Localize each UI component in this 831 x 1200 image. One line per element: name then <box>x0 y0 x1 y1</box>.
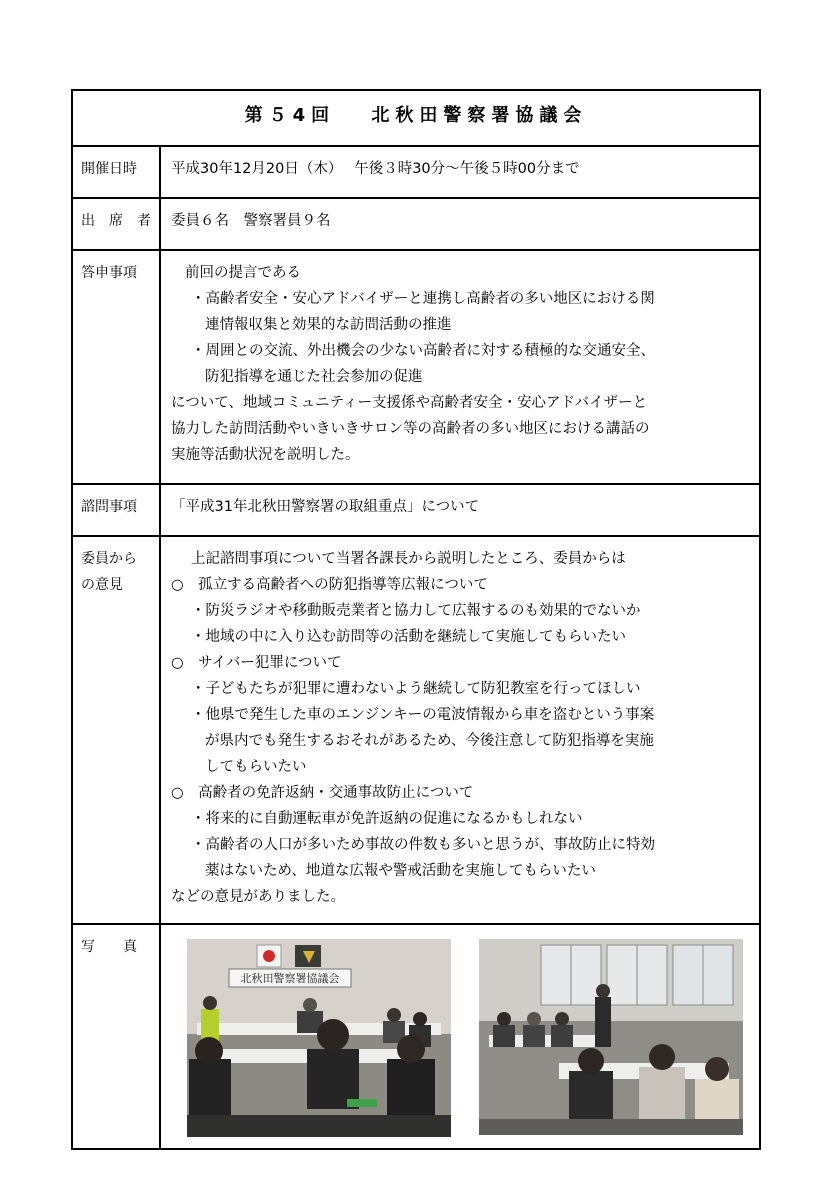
meeting-photo-2 <box>479 939 743 1135</box>
page-title: 第５4回 北秋田警察署協議会 <box>244 105 588 126</box>
report-label-text: 答申事項 <box>81 265 137 281</box>
report-line: 実施等活動状況を説明した。 <box>171 447 360 463</box>
attendees-label <box>73 199 161 249</box>
attendees-row <box>73 199 759 251</box>
attendees-label-text: 出 席 者 <box>81 213 151 229</box>
opinion-line: などの意見がありました。 <box>171 889 345 905</box>
opinion-line: ○ サイバー犯罪について <box>171 655 342 671</box>
report-row <box>73 251 759 485</box>
opinions-content <box>161 537 759 923</box>
opinion-line: ・将来的に自動運転車が免許返納の促進になるかもしれない <box>191 811 583 827</box>
report-line: 防犯指導を通じた社会参加の促進 <box>205 369 423 385</box>
opinion-line: ・地域の中に入り込む訪問等の活動を継続して実施してもらいたい <box>191 629 626 645</box>
opinions-row <box>73 537 759 925</box>
opinions-label-line: 委員から <box>81 551 137 567</box>
photos-label <box>73 925 161 1150</box>
opinion-line: ○ 高齢者の免許返納・交通事故防止について <box>171 785 474 801</box>
attendees-value: 委員６名 警察署員９名 <box>171 213 331 229</box>
meeting-date-label <box>73 147 161 197</box>
banner-text: 北秋田警察署協議会 <box>240 972 340 985</box>
meeting-date-content <box>161 147 759 197</box>
photos-row <box>73 925 759 1150</box>
inquiry-content <box>161 485 759 535</box>
report-content <box>161 251 759 483</box>
meeting-date-value: 平成30年12月20日（木） 午後３時30分～午後５時00分まで <box>171 161 580 177</box>
opinion-line: が県内でも発生するおそれがあるため、今後注意して防犯指導を実施 <box>205 733 654 749</box>
opinion-line: ○ 孤立する高齢者への防犯指導等広報について <box>171 577 488 593</box>
opinion-line: ・他県で発生した車のエンジンキーの電波情報から車を盗むという事案 <box>191 707 655 723</box>
opinions-label-line: の意見 <box>81 577 123 593</box>
photos-label-text: 写 真 <box>81 939 137 955</box>
title-row <box>73 91 759 147</box>
opinion-line: 薬はないため、地道な広報や警戒活動を実施してもらいたい <box>205 863 596 879</box>
report-line: 連情報収集と効果的な訪問活動の推進 <box>205 317 452 333</box>
opinion-line: ・子どもたちが犯罪に遭わないよう継続して防犯教室を行ってほしい <box>191 681 641 697</box>
inquiry-value: 「平成31年北秋田警察署の取組重点」について <box>171 499 480 515</box>
opinion-line: 上記諮問事項について当署各課長から説明したところ、委員からは <box>191 551 626 567</box>
opinions-label <box>73 537 161 923</box>
report-line: について、地域コミュニティー支援係や高齢者安全・安心アドバイザーと <box>171 395 648 411</box>
inquiry-label <box>73 485 161 535</box>
inquiry-label-text: 諮問事項 <box>81 499 137 515</box>
meeting-date-label-text: 開催日時 <box>81 161 137 177</box>
council-record-table <box>71 89 761 1150</box>
report-line: 前回の提言である <box>185 265 301 281</box>
attendees-content <box>161 199 759 249</box>
meeting-photo-1 <box>187 939 451 1137</box>
report-label <box>73 251 161 483</box>
opinion-line: してもらいたい <box>205 759 307 775</box>
report-line: ・周囲との交流、外出機会の少ない高齢者に対する積極的な交通安全、 <box>191 343 655 359</box>
report-line: 協力した訪問活動やいきいきサロン等の高齢者の多い地区における講話の <box>171 421 650 437</box>
opinion-line: ・高齢者の人口が多いため事故の件数も多いと思うが、事故防止に特効 <box>191 837 655 853</box>
inquiry-row <box>73 485 759 537</box>
report-line: ・高齢者安全・安心アドバイザーと連携し高齢者の多い地区における関 <box>191 291 655 307</box>
meeting-date-row <box>73 147 759 199</box>
opinion-line: ・防災ラジオや移動販売業者と協力して広報するのも効果的でないか <box>191 603 641 619</box>
